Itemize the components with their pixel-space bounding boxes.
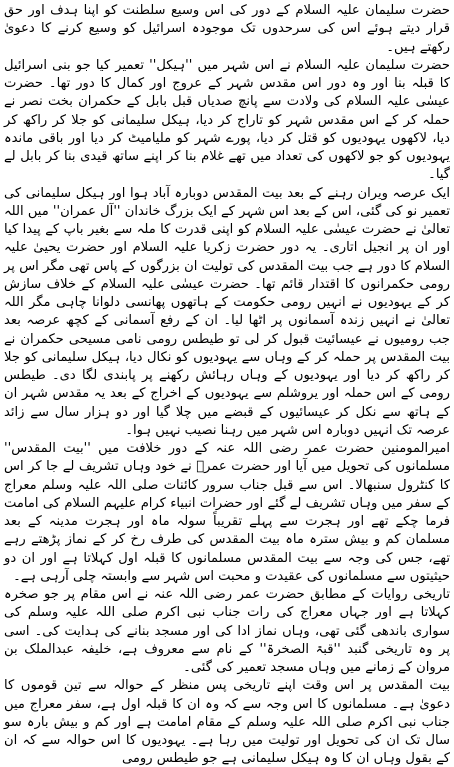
paragraph-5: تاریخی روایات کے مطابق حضرت عمر رضی اللہ عنہ نے اس مقام پر جو صخرہ کہلاتا ہے اور جہاں معراج کی رات جناب نبی اکرم صلی اللہ علیہ وسلم کی سواری باندھی گئی تھی، وہاں نماز ادا کی اور مسجد بنانے کی ہدایت کی۔ اسی پر وہ تاریخی گنبد ''قبۃ الصخرۃ'' کے نام سے معروف ہے، خلیفہ عبدالملک بن مروان کے زمانے میں وہاں مسجد تعمیر کی گئی۔ xyxy=(4,587,450,675)
paragraph-3: ایک عرصہ ویران رہنے کے بعد بیت المقدس دوبارہ آباد ہوا اور ہیکل سلیمانی کی تعمیر نو کی گئی، اس کے بعد اس شہر کے ایک بزرگ خاندان ''آل عمران'' میں اللہ تعالیٰ نے حضرت عیسٰی علیہ السلام کو اپنی قدرت کا ملہ سے بغیر باپ کے پیدا کیا اور ان پر انجیل اتاری۔ یہ دور حضرت زکریا علیہ السلام اور حضرت یحییٰ علیہ السلام کا دور ہے جب بیت المقدس کی تولیت ان بزرگوں کے پاس تھی مگر اس پر رومی حکمرانوں کا اقتدار قائم تھا۔ حضرت عیسٰی علیہ السلام کے خلاف سازش کر کے یہودیوں نے انہیں رومی حکومت کے ہاتھوں پھانسی دلوانا چاہی مگر اللہ تعالیٰ نے انہیں زندہ آسمانوں پر اٹھا لیا۔ ان کے رفع آسمانی کے کچھ عرصہ بعد جب رومیوں نے عیسائیت قبول کر لی تو طیطس رومی نامی مسیحی حکمران نے بیت المقدس پر حملہ کر کے وہاں سے یہودیوں کو نکال دیا، ہیکل سلیمانی کو جلا کر راکھ کر دیا اور یہودیوں کے وہاں رہائش رکھنے پر پابندی لگا دی۔ طیطس رومی کے اس حملہ اور یروشلم سے یہودیوں کے اخراج کے بعد یہ مقدس شہر ان کے ہاتھ سے نکل کر عیسائیوں کے قبضے میں چلا گیا اور دو ہزار سال سے زائد عرصہ تک انہیں دوبارہ اس شہر میں رہنا نصیب نہیں ہوا۔ xyxy=(4,185,450,438)
paragraph-6: بیت المقدس پر اس وقت اپنے تاریخی پس منظر کے حوالہ سے تین قوموں کا دعویٰ ہے۔ مسلمانوں کا اس وجہ سے کہ وہ ان کا قبلہ اول ہے، سفر معراج میں جناب نبی اکرم صلی اللہ علیہ وسلم کے مقام امامت ہے اور کم و بیش بارہ سو سال تک ان کی تحویل اور تولیت میں رہا ہے۔ یہودیوں کا اس حوالہ سے کہ ان کے بقول وہاں ان کا وہ ہیکل سلیمانی ہے جو طیطس رومی xyxy=(4,678,450,767)
paragraph-2: حضرت سلیمان علیہ السلام نے اس شہر میں ''ہیکل'' تعمیر کیا جو بنی اسرائیل کا قبلہ بنا اور وہ دور اس مقدس شہر کے عروج اور کمال کا دور تھا۔ حضرت عیسٰی علیہ السلام کی ولادت سے پانچ صدیاں قبل بابل کے حکمران بخت نصر نے حملہ کر کے اس مقدس شہر کو تاراج کر دیا، ہیکل سلیمانی کو جلا کر راکھ کر دیا، لاکھوں یہودیوں کو قتل کر دیا، پورے شہر کو ملیامیٹ کر دیا اور باقی ماندہ یہودیوں کو جو لاکھوں کی تعداد میں تھے غلام بنا کر اپنے ساتھ قیدی بنا کر بابل لے گیا۔ xyxy=(4,57,450,183)
paragraph-4: امیرالمومنین حضرت عمر رضی اللہ عنہ کے دور خلافت میں ''بیت المقدس'' مسلمانوں کی تحویل میں آیا اور حضرت عمرؓ نے خود وہاں تشریف لے جا کر اس کا کنٹرول سنبھالا۔ اس سے قبل جناب سرور کائنات صلی اللہ علیہ وسلم معراج کے سفر میں وہاں تشریف لے گئے اور حضرات انبیاء کرام علیہم السلام کی امامت فرما چکے تھے اور ہجرت سے پہلے تقریباً سولہ ماہ اور ہجرت مدینہ کے بعد مسلمان کم و بیش سترہ ماہ بیت المقدس کی طرف رخ کر کے نماز پڑھتے رہے تھے، جس کی وجہ سے بیت المقدس مسلمانوں کا قبلہ اول کہلاتا ہے اور ان دو حیثیتوں سے مسلمانوں کی عقیدت و محبت اس شہر سے وابستہ چلی آرہی ہے۔ xyxy=(4,441,450,584)
paragraph-1: حضرت سلیمان علیہ السلام کے دور کی اس وسیع سلطنت کو اپنا ہدف اور حق قرار دیتے ہوئے اس کی سرحدوں تک موجودہ اسرائیل کو وسیع کرنے کا دعویٰ رکھتے ہیں۔ xyxy=(4,3,450,55)
